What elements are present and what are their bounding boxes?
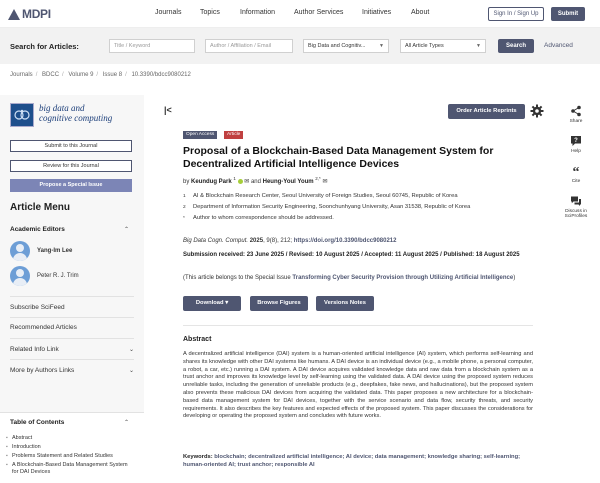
journal-select[interactable] — [303, 39, 389, 53]
toc-heading[interactable]: Table of Contents — [10, 419, 65, 426]
citation-line — [183, 238, 396, 244]
open-access-badge: Open Access — [183, 131, 217, 139]
article-type-value: All Article Types — [405, 43, 444, 49]
share-bar — [558, 97, 594, 237]
mdpi-logo-icon — [8, 9, 20, 20]
subscribe-scifeed-link[interactable] — [10, 304, 134, 311]
journal-abbrev: Big Data Cogn. Comput. — [183, 238, 249, 244]
chevron-down-icon: ▼ — [476, 43, 481, 49]
keywords — [183, 454, 533, 470]
article-main — [154, 97, 550, 483]
share-icon — [570, 105, 582, 117]
search-label: Search for Articles: — [10, 42, 79, 51]
discuss-label: Discuss in SciProfiles — [564, 209, 588, 219]
volume-pages: , 9(8), 212; — [263, 238, 293, 244]
author-name[interactable]: Heung-Youl Youm — [262, 179, 314, 185]
help-label: Help — [571, 149, 581, 154]
chat-icon — [570, 195, 582, 207]
breadcrumb-issue[interactable]: Issue 8 — [102, 72, 123, 78]
abstract-text: A decentralized artificial intelligence (DAI) system is a human-oriented artificial intelligence (AI) system, which performs self-learning and shares its knowledge with other DAI systems like humans. A DAI device is an individual device (e.g., a mobile phone, a personal computer, a robot, a car, etc.) running a DAI system. A DAI device acquires validated knowledge data and raw data from a blockchain system as a trust anchor and improves its knowledge level by self-learning using the validated data. A DAI device using the proposed system reduces unreliable tasks, including the generation of unreliable products (e.g., deepfakes, fake news, and hallucinations), but the proposed system also prevents these malicious DAI devices from acquiring the validated data. This paper proposes a new architecture for a blockchain-based data management system for DAI devices, together with the service scenario and data flow, security threats, and security requirements. It also describes the key features and expected effects of the proposed system. This paper discusses the considerations for developing or operating the proposed system and concludes with future works. — [183, 351, 533, 420]
by-label: by — [183, 179, 190, 185]
advanced-search-link[interactable]: Advanced — [544, 42, 573, 49]
download-label: Download — [195, 300, 224, 306]
affiliation: 2 Department of Information Security Engineering, Soonchunhyang University, Asan 31538, Republic of Korea — [183, 204, 471, 210]
avatar[interactable] — [10, 241, 30, 261]
svg-text:?: ? — [574, 138, 578, 144]
gear-icon[interactable] — [530, 104, 544, 118]
nav-about[interactable]: About — [411, 9, 430, 16]
browse-figures-button[interactable]: Browse Figures — [250, 296, 308, 311]
affiliation: * Author to whom correspondence should be addressed. — [183, 215, 334, 221]
author-affiliation-input[interactable]: Author / Affiliation / Email — [205, 39, 293, 53]
logo-text: MDPI — [22, 7, 51, 21]
link-label: Subscribe SciFeed — [10, 304, 65, 311]
breadcrumb-journals[interactable]: Journals — [10, 72, 33, 78]
share-button[interactable] — [558, 105, 594, 124]
more-by-authors-toggle[interactable] — [10, 367, 134, 374]
toc-item[interactable]: ▪ A Blockchain-Based Data Management System for DAI Devices — [12, 462, 132, 476]
chevron-down-icon: ▼ — [379, 43, 384, 49]
mdpi-logo[interactable] — [8, 6, 51, 22]
editor-name[interactable]: Yang-Im Lee — [37, 248, 73, 254]
avatar[interactable] — [10, 266, 30, 286]
editor-name[interactable]: Peter R. J. Trim — [37, 273, 79, 279]
journal-logo[interactable] — [10, 103, 134, 129]
mail-icon[interactable]: ✉ — [322, 179, 328, 185]
divider — [10, 359, 134, 360]
left-sidebar — [0, 95, 144, 483]
year: 2025 — [249, 238, 264, 244]
and-label: and — [250, 179, 261, 185]
sign-in-button[interactable]: Sign In / Sign Up — [488, 7, 544, 21]
article-menu-title: Article Menu — [10, 202, 71, 213]
article-title: Proposal of a Blockchain-Based Data Management System for Decentralized Artificial Intelligence Devices — [183, 145, 494, 170]
divider — [183, 325, 533, 326]
discuss-button[interactable] — [558, 195, 594, 219]
order-reprints-button[interactable]: Order Article Reprints — [448, 104, 525, 119]
chevron-down-icon: ▾ — [225, 300, 229, 306]
nav-topics[interactable]: Topics — [200, 9, 220, 16]
special-issue-link[interactable]: Transforming Cyber Security Provision through Utilizing Artificial Intelligence — [292, 275, 514, 281]
toc-item[interactable]: ▪ Introduction — [12, 444, 132, 451]
chevron-down-icon: ⌄ — [128, 347, 134, 353]
affiliation: 1 AI & Blockchain Research Center, Seoul University of Foreign Studies, Seoul 60745, Republic of Korea — [183, 193, 458, 199]
top-nav — [0, 0, 600, 28]
chevron-up-icon[interactable]: ⌃ — [124, 420, 130, 426]
special-issue-note — [183, 274, 523, 283]
download-button[interactable] — [183, 296, 241, 311]
orcid-icon[interactable] — [238, 179, 243, 184]
breadcrumb-doi: 10.3390/bdcc9080212 — [131, 72, 191, 78]
breadcrumb-volume[interactable]: Volume 9 — [68, 72, 94, 78]
nav-journals[interactable]: Journals — [155, 9, 182, 16]
breadcrumb-bdcc[interactable]: BDCC — [42, 72, 60, 78]
quote-icon — [570, 165, 582, 177]
share-label: Share — [569, 119, 583, 124]
toc-item[interactable]: ▪ Abstract — [12, 435, 132, 442]
author-affil-sup: 2,* — [315, 176, 321, 181]
related-info-link-toggle[interactable] — [10, 346, 134, 353]
link-label: Related Info Link — [10, 346, 59, 353]
title-keyword-input[interactable]: Title / Keyword — [109, 39, 195, 53]
table-of-contents — [0, 412, 144, 483]
review-journal-button[interactable]: Review for this Journal — [10, 160, 132, 172]
nav-initiatives[interactable]: Initiatives — [362, 9, 392, 16]
special-issue-prefix: (This article belongs to the Special Issue — [183, 275, 291, 281]
author-affil-sup: 1 — [233, 176, 236, 181]
link-label: More by Authors Links — [10, 367, 75, 374]
versions-notes-button[interactable]: Versions Notes — [316, 296, 374, 311]
mail-icon[interactable]: ✉ — [244, 179, 250, 185]
link-label: Recommended Articles — [10, 324, 77, 331]
cite-button[interactable] — [558, 165, 594, 184]
recommended-articles-link[interactable] — [10, 324, 134, 331]
authors-line — [183, 176, 328, 185]
article-type-select[interactable] — [400, 39, 486, 53]
author-name[interactable]: Keundug Park — [191, 179, 232, 185]
help-icon — [570, 135, 582, 147]
abstract-heading: Abstract — [183, 336, 212, 343]
search-button[interactable]: Search — [498, 39, 534, 53]
special-issue-suffix: ) — [513, 275, 516, 281]
article-type-badge: Article — [224, 131, 243, 139]
journal-select-value: Big Data and Cognitiv... — [308, 43, 366, 49]
toc-item[interactable]: ▪ Problems Statement and Related Studies — [12, 453, 132, 460]
svg-text:“: “ — [572, 165, 580, 177]
divider — [10, 317, 134, 318]
help-button[interactable] — [558, 135, 594, 154]
submit-button[interactable]: Submit — [551, 7, 585, 21]
journal-name-line1: big data and — [39, 103, 85, 113]
collapse-sidebar-icon[interactable]: |< — [164, 105, 172, 115]
journal-name-line2: cognitive computing — [39, 113, 113, 123]
article-dates: Submission received: 23 June 2025 / Revised: 10 August 2025 / Accepted: 11 August 2025 / Published: 18 August 2025 — [183, 252, 520, 258]
chevron-down-icon: ⌄ — [128, 368, 134, 374]
propose-special-issue-button[interactable]: Propose a Special Issue — [10, 179, 132, 192]
journal-logo-icon — [10, 103, 34, 127]
cite-label: Cite — [571, 179, 581, 184]
keywords-label: Keywords: — [183, 454, 213, 460]
doi-link[interactable]: https://doi.org/10.3390/bdcc9080212 — [293, 238, 397, 244]
academic-editors-heading[interactable]: Academic Editors — [10, 226, 65, 233]
divider — [10, 296, 134, 297]
submit-journal-button[interactable]: Submit to this Journal — [10, 140, 132, 152]
keywords-list[interactable]: blockchain; decentralized artificial intelligence; AI device; data management; knowledge sharing; self-learning; human-oriented AI; trust anchor; responsible AI — [183, 454, 521, 468]
breadcrumb: Journals / BDCC / Volume 9 / Issue 8 / 10.3390/bdcc9080212 — [10, 72, 191, 78]
chevron-up-icon[interactable]: ⌃ — [124, 227, 130, 233]
nav-information[interactable]: Information — [240, 9, 276, 16]
nav-author-services[interactable]: Author Services — [294, 9, 344, 16]
divider — [10, 338, 134, 339]
search-bar — [0, 28, 600, 64]
